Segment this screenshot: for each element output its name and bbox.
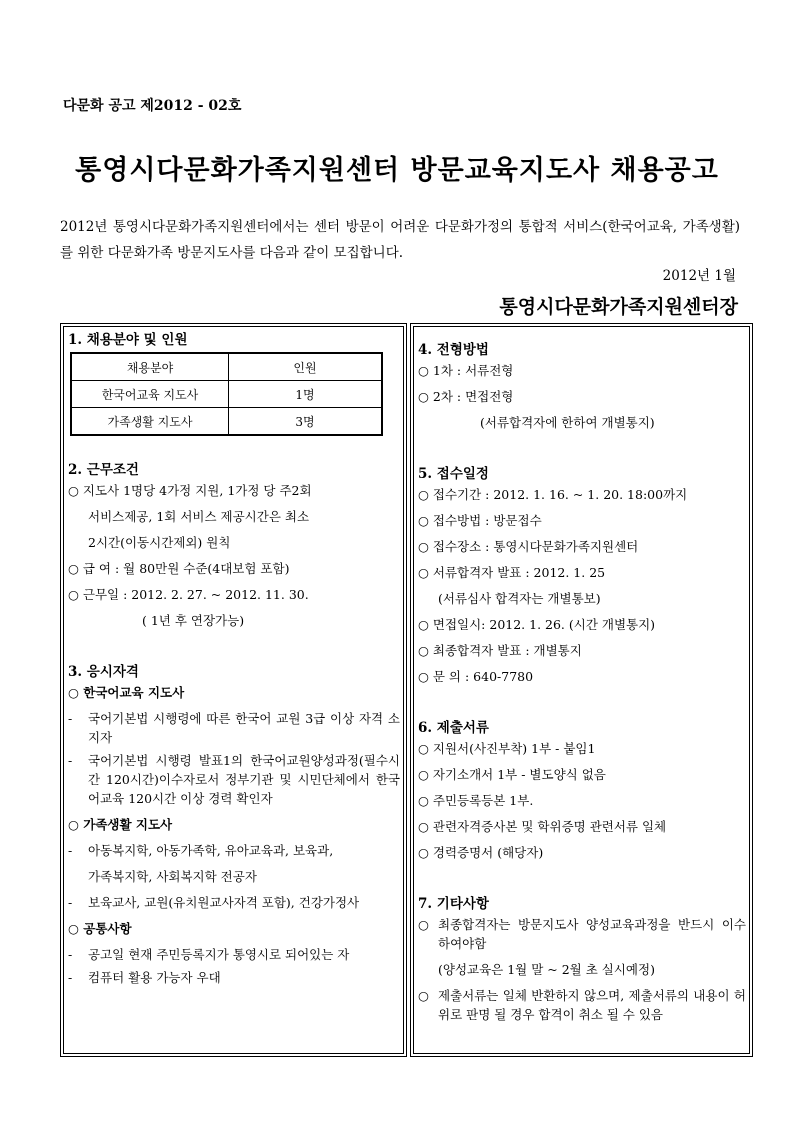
list-item: ○ 1차 : 서류전형 (418, 363, 514, 378)
list-item: - 보육교사, 교원(유치원교사자격 포함), 건강가정사 (68, 895, 360, 910)
list-item: (서류합격자에 한하여 개별통지) (480, 415, 655, 430)
circle-marker: ○ (418, 988, 429, 1003)
table-cell-count: 3명 (229, 408, 383, 436)
list-item: 가족복지학, 사회복지학 전공자 (88, 869, 257, 884)
list-item: ○ 2차 : 면접전형 (418, 389, 514, 404)
section-documents-title: 6. 제출서류 (418, 720, 489, 736)
section-recruitment-title: 1. 채용분야 및 인원 (68, 332, 188, 348)
list-item: - 국어기본법 시행령에 따른 한국어 교원 3급 이상 자격 소지자 (68, 711, 400, 745)
list-item: ○ 경력증명서 (해당자) (418, 845, 544, 860)
table-cell-count: 1명 (229, 381, 383, 408)
subsection-korean-teacher: ○ 한국어교육 지도사 (68, 685, 185, 700)
list-item: ○ 주민등록등본 1부. (418, 793, 534, 808)
list-item: ○ 접수방법 : 방문접수 (418, 513, 542, 528)
section-other-title: 7. 기타사항 (418, 896, 489, 912)
list-item: ○ 근무일 : 2012. 2. 27. ~ 2012. 11. 30. (68, 587, 309, 602)
notice-body (60, 323, 752, 1057)
list-item: - 아동복지학, 아동가족학, 유아교육과, 보육과, (68, 838, 400, 864)
table-row (71, 381, 382, 408)
dash-marker: - (68, 947, 73, 962)
circle-marker: ○ (418, 917, 429, 932)
list-item: ○ 최종합격자는 방문지도사 양성교육과정을 반드시 이수 하여야함 (418, 917, 746, 951)
table-header-row (71, 353, 382, 381)
right-column (410, 323, 753, 1057)
list-item: ○ 급 여 : 월 80만원 수준(4대보험 포함) (68, 561, 290, 576)
notice-date: 2012년 1월 (662, 268, 736, 284)
list-item: ○ 지원서(사진부착) 1부 - 붙임1 (418, 741, 596, 756)
table-cell-field: 한국어교육 지도사 (71, 381, 229, 408)
table-cell-field: 가족생활 지도사 (71, 408, 229, 436)
list-item: ○ 접수장소 : 통영시다문화가족지원센터 (418, 539, 639, 554)
list-item: ○ 자기소개서 1부 - 별도양식 없음 (418, 767, 606, 782)
list-item: ( 1년 후 연장가능) (142, 613, 245, 628)
list-item: - 컴퓨터 활용 가능자 우대 (68, 970, 221, 985)
section-selection-title: 4. 전형방법 (418, 342, 489, 358)
section-work-conditions-title: 2. 근무조건 (68, 462, 139, 478)
list-item: ○ 지도사 1명당 4가정 지원, 1가정 당 주2회 (68, 483, 312, 498)
section-qualifications-title: 3. 응시자격 (68, 664, 139, 680)
dash-marker: - (68, 753, 73, 768)
list-item: 서비스제공, 1회 서비스 제공시간은 최소 (88, 509, 310, 524)
list-item: - 공고일 현재 주민등록지가 통영시로 되어있는 자 (68, 947, 350, 962)
list-item: (서류심사 합격자는 개별통보) (438, 591, 601, 606)
table-header-cell: 채용분야 (71, 353, 229, 381)
dash-marker: - (68, 970, 73, 985)
list-item: - 국어기본법 시행령 발표1의 한국어교원양성과정(필수시간 120시간)이수자로서 정부기관 및 시민단체에서 한국어교육 120시간 이상 경력 확인자 (68, 753, 400, 806)
list-item: 2시간(이동시간제외) 원칙 (88, 535, 231, 550)
intro-paragraph: 2012년 통영시다문화가족지원센터에서는 센터 방문이 어려운 다문화가정의 통합적 서비스(한국어교육, 가족생활)를 위한 다문화가족 방문지도사를 다음과 같이 모집합니다. (60, 219, 740, 261)
organization-signature: 통영시다문화가족지원센터장 (499, 296, 738, 318)
subsection-common: ○ 공통사항 (68, 921, 132, 936)
dash-marker: - (68, 895, 73, 910)
dash-marker: - (68, 843, 73, 858)
page-title: 통영시다문화가족지원센터 방문교육지도사 채용공고 (75, 155, 719, 186)
list-item: ○ 관련자격증사본 및 학위증명 관련서류 일체 (418, 819, 667, 834)
list-item: (양성교육은 1월 말 ~ 2월 초 실시예정) (438, 962, 655, 977)
list-item: ○ 면접일시: 2012. 1. 26. (시간 개별통지) (418, 617, 656, 632)
left-column (60, 323, 407, 1057)
list-item: ○ 최종합격자 발표 : 개별통지 (418, 643, 582, 658)
list-item: ○ 서류합격자 발표 : 2012. 1. 25 (418, 565, 606, 580)
subsection-family-life: ○ 가족생활 지도사 (68, 817, 173, 832)
recruitment-table (70, 352, 383, 436)
list-item: ○ 제출서류는 일체 반환하지 않으며, 제출서류의 내용이 허위로 판명 될 경우 합격이 취소 될 수 있음 (418, 988, 746, 1022)
dash-marker: - (68, 711, 73, 726)
list-item: ○ 문 의 : 640-7780 (418, 669, 534, 684)
table-header-cell: 인원 (229, 353, 383, 381)
table-row (71, 408, 382, 436)
notice-number: 다문화 공고 제2012 - 02호 (63, 98, 242, 114)
list-item: ○ 접수기간 : 2012. 1. 16. ~ 1. 20. 18:00까지 (418, 487, 688, 502)
section-schedule-title: 5. 접수일정 (418, 466, 489, 482)
